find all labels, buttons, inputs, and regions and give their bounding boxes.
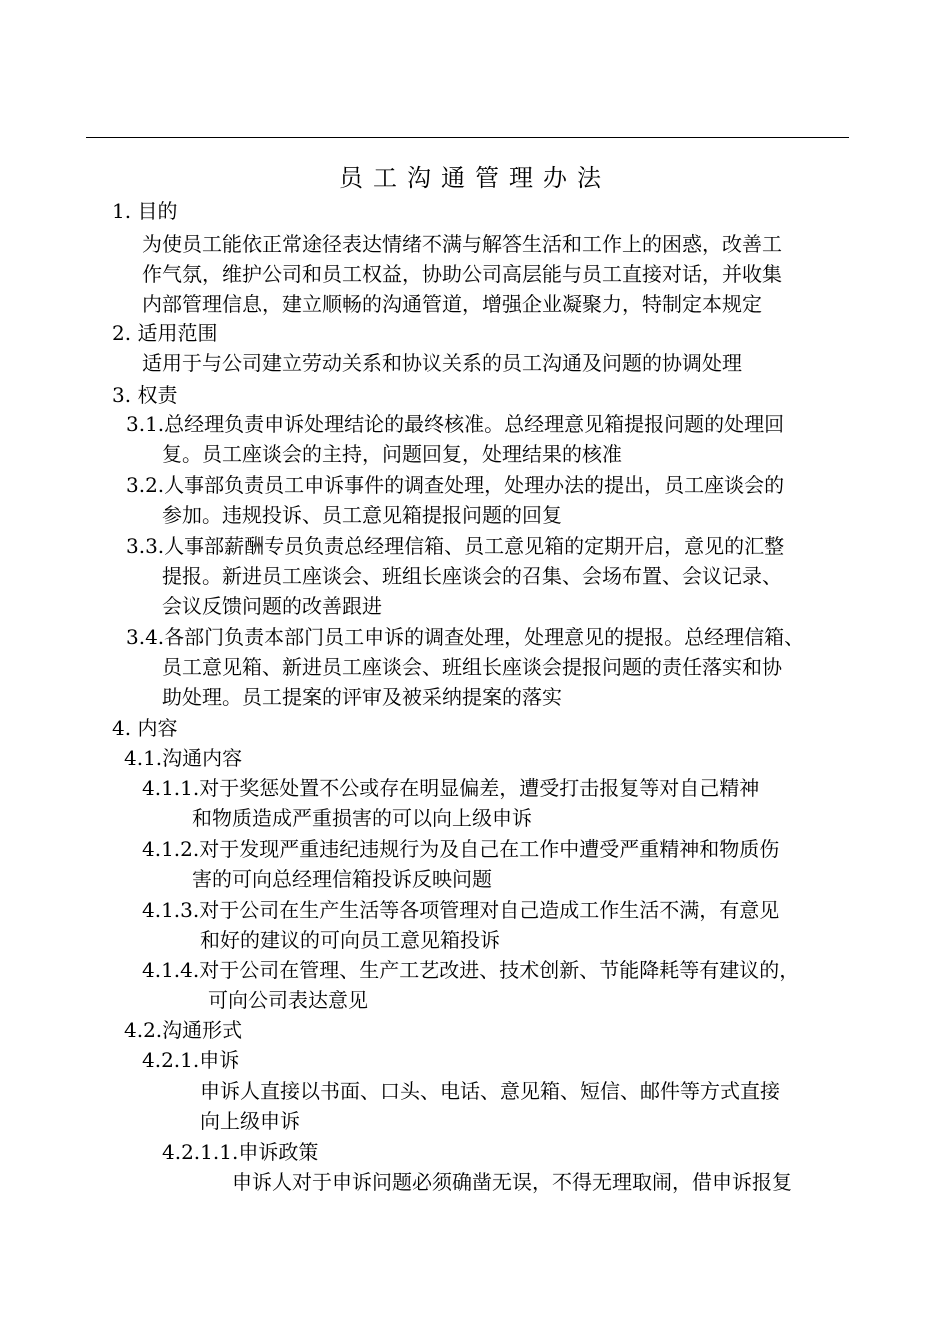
clause-line: 4.1.3.对于公司在生产生活等各项管理对自己造成工作生活不满，有意见 bbox=[142, 898, 780, 922]
paragraph-line: 适用于与公司建立劳动关系和协议关系的员工沟通及问题的协调处理 bbox=[142, 351, 742, 375]
clause-line: 3.3.人事部薪酬专员负责总经理信箱、员工意见箱的定期开启，意见的汇整 bbox=[126, 534, 785, 558]
clause-line: 参加。违规投诉、员工意见箱提报问题的回复 bbox=[162, 503, 562, 527]
section-heading-content: 4. 内容 bbox=[112, 716, 178, 740]
subsection-heading: 4.1.沟通内容 bbox=[124, 746, 243, 770]
clause-line: 4.1.1.对于奖惩处置不公或存在明显偏差，遭受打击报复等对自己精神 bbox=[142, 776, 760, 800]
subsection-heading: 4.2.1.申诉 bbox=[142, 1048, 240, 1072]
paragraph-line: 作气氛，维护公司和员工权益，协助公司高层能与员工直接对话，并收集 bbox=[142, 262, 782, 286]
clause-line: 复。员工座谈会的主持，问题回复，处理结果的核准 bbox=[162, 442, 622, 466]
subsection-heading: 4.2.沟通形式 bbox=[124, 1018, 243, 1042]
paragraph-line: 向上级申诉 bbox=[200, 1109, 300, 1133]
clause-line: 和物质造成严重损害的可以向上级申诉 bbox=[192, 806, 532, 830]
section-heading-scope: 2. 适用范围 bbox=[112, 321, 218, 345]
paragraph-line: 为使员工能依正常途径表达情绪不满与解答生活和工作上的困惑，改善工 bbox=[142, 232, 782, 256]
clause-line: 和好的建议的可向员工意见箱投诉 bbox=[200, 928, 500, 952]
clause-line: 提报。新进员工座谈会、班组长座谈会的召集、会场布置、会议记录、 bbox=[162, 564, 782, 588]
clause-line: 员工意见箱、新进员工座谈会、班组长座谈会提报问题的责任落实和协 bbox=[162, 655, 782, 679]
clause-line: 3.1.总经理负责申诉处理结论的最终核准。总经理意见箱提报问题的处理回 bbox=[126, 412, 785, 436]
paragraph-line: 申诉人直接以书面、口头、电话、意见箱、短信、邮件等方式直接 bbox=[200, 1079, 780, 1103]
clause-line: 4.1.2.对于发现严重违纪违规行为及自己在工作中遭受严重精神和物质伤 bbox=[142, 837, 780, 861]
clause-line: 助处理。员工提案的评审及被采纳提案的落实 bbox=[162, 685, 562, 709]
clause-line: 3.4.各部门负责本部门员工申诉的调查处理，处理意见的提报。总经理信箱、 bbox=[126, 625, 805, 649]
header-rule bbox=[86, 137, 849, 138]
clause-line: 4.1.4.对于公司在管理、生产工艺改进、技术创新、节能降耗等有建议的， bbox=[142, 958, 800, 982]
paragraph-line: 内部管理信息，建立顺畅的沟通管道，增强企业凝聚力，特制定本规定 bbox=[142, 292, 762, 316]
clause-line: 会议反馈问题的改善跟进 bbox=[162, 594, 382, 618]
section-heading-purpose: 1. 目的 bbox=[112, 199, 178, 223]
clause-line: 可向公司表达意见 bbox=[208, 988, 368, 1012]
section-heading-duties: 3. 权责 bbox=[112, 383, 178, 407]
clause-line: 害的可向总经理信箱投诉反映问题 bbox=[192, 867, 492, 891]
paragraph-line: 申诉人对于申诉问题必须确凿无误，不得无理取闹，借申诉报复 bbox=[232, 1170, 792, 1194]
document-title: 员工沟通管理办法 bbox=[339, 164, 611, 192]
clause-line: 3.2.人事部负责员工申诉事件的调查处理，处理办法的提出，员工座谈会的 bbox=[126, 473, 785, 497]
subsection-heading: 4.2.1.1.申诉政策 bbox=[162, 1140, 319, 1164]
